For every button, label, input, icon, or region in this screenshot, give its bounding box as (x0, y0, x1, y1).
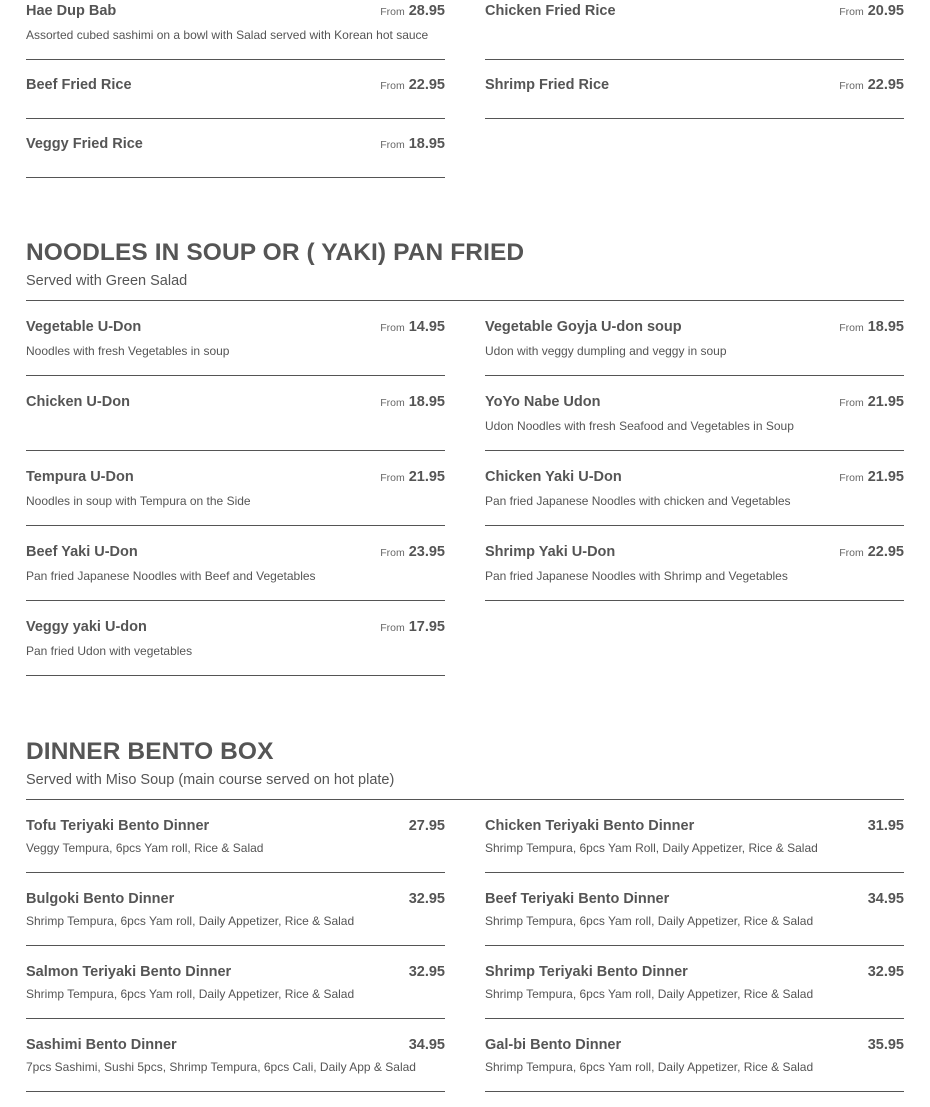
item-name: YoYo Nabe Udon (485, 394, 601, 410)
item-name: Tofu Teriyaki Bento Dinner (26, 818, 210, 834)
item-price (380, 544, 445, 560)
item-name: Bulgoki Bento Dinner (26, 891, 175, 907)
menu-item[interactable] (485, 451, 904, 526)
item-name: Sashimi Bento Dinner (26, 1037, 177, 1053)
item-name: Beef Teriyaki Bento Dinner (485, 891, 670, 907)
fried-rice-section (26, 0, 904, 178)
menu-item[interactable] (26, 800, 445, 873)
item-price: 27.95 (408, 818, 445, 834)
menu-item[interactable] (26, 873, 445, 946)
item-price: 34.95 (408, 1037, 445, 1053)
from-label: From (380, 80, 405, 92)
menu-item[interactable] (485, 800, 904, 873)
price-value: 17.95 (408, 619, 445, 635)
from-label: From (380, 139, 405, 151)
from-label: From (380, 472, 405, 484)
menu-item[interactable] (485, 1019, 904, 1092)
left-column (26, 0, 445, 178)
from-label: From (839, 80, 864, 92)
price-value: 22.95 (867, 77, 904, 93)
from-label: From (839, 322, 864, 334)
from-label: From (380, 547, 405, 559)
item-name: Gal-bi Bento Dinner (485, 1037, 622, 1053)
item-name: Chicken Fried Rice (485, 3, 616, 19)
menu-item[interactable] (485, 873, 904, 946)
item-price: 35.95 (867, 1037, 904, 1053)
menu-item[interactable] (26, 119, 445, 178)
right-column (485, 301, 904, 676)
from-label: From (839, 547, 864, 559)
item-price: 32.95 (408, 891, 445, 907)
right-column (485, 800, 904, 1092)
item-name: Vegetable U-Don (26, 319, 142, 335)
item-description: Shrimp Tempura, 6pcs Yam roll, Daily Appetizer, Rice & Salad (485, 914, 814, 928)
item-price (839, 77, 904, 93)
item-name: Chicken Yaki U-Don (485, 469, 622, 485)
section-subtitle: Served with Miso Soup (main course served on hot plate) (26, 772, 395, 788)
item-price: 32.95 (867, 964, 904, 980)
item-name: Beef Yaki U-Don (26, 544, 138, 560)
menu-item[interactable] (26, 1019, 445, 1092)
item-description: Udon with veggy dumpling and veggy in soup (485, 344, 727, 358)
menu-item[interactable] (485, 946, 904, 1019)
item-price (380, 319, 445, 335)
item-name: Shrimp Fried Rice (485, 77, 610, 93)
from-label: From (839, 6, 864, 18)
item-name: Shrimp Teriyaki Bento Dinner (485, 964, 688, 980)
menu-item[interactable] (485, 376, 904, 451)
item-price (839, 469, 904, 485)
item-name: Chicken U-Don (26, 394, 130, 410)
item-description: Assorted cubed sashimi on a bowl with Salad served with Korean hot sauce (26, 28, 429, 42)
item-price (380, 394, 445, 410)
menu-item[interactable] (485, 301, 904, 376)
item-price (380, 469, 445, 485)
section-title: DINNER BENTO BOX (26, 738, 274, 765)
price-value: 18.95 (867, 319, 904, 335)
menu-item[interactable] (26, 376, 445, 451)
price-value: 22.95 (408, 77, 445, 93)
price-value: 18.95 (408, 136, 445, 152)
item-price (839, 394, 904, 410)
item-description: Noodles in soup with Tempura on the Side (26, 494, 251, 508)
item-description: Pan fried Udon with vegetables (26, 644, 193, 658)
item-price: 34.95 (867, 891, 904, 907)
from-label: From (839, 472, 864, 484)
item-name: Shrimp Yaki U-Don (485, 544, 616, 560)
item-description: Shrimp Tempura, 6pcs Yam roll, Daily Appetizer, Rice & Salad (26, 914, 355, 928)
item-name: Chicken Teriyaki Bento Dinner (485, 818, 695, 834)
price-value: 22.95 (867, 544, 904, 560)
left-column (26, 301, 445, 676)
item-description: Shrimp Tempura, 6pcs Yam roll, Daily Appetizer, Rice & Salad (485, 1060, 814, 1074)
menu-item[interactable] (485, 526, 904, 601)
left-column (26, 800, 445, 1092)
item-description: Shrimp Tempura, 6pcs Yam roll, Daily Appetizer, Rice & Salad (485, 987, 814, 1001)
price-value: 20.95 (867, 3, 904, 19)
item-name: Veggy yaki U-don (26, 619, 147, 635)
item-price: 31.95 (867, 818, 904, 834)
item-price (839, 544, 904, 560)
from-label: From (380, 6, 405, 18)
menu-item[interactable] (26, 451, 445, 526)
menu-item[interactable] (26, 601, 445, 676)
item-price (839, 319, 904, 335)
item-description: 7pcs Sashimi, Sushi 5pcs, Shrimp Tempura, 6pcs Cali, Daily App & Salad (26, 1060, 416, 1074)
item-description: Pan fried Japanese Noodles with Beef and Vegetables (26, 569, 316, 583)
item-description: Veggy Tempura, 6pcs Yam roll, Rice & Salad (26, 841, 264, 855)
menu-item[interactable] (26, 60, 445, 119)
price-value: 21.95 (867, 394, 904, 410)
item-name: Veggy Fried Rice (26, 136, 143, 152)
price-value: 21.95 (408, 469, 445, 485)
section-subtitle: Served with Green Salad (26, 273, 188, 289)
item-name: Salmon Teriyaki Bento Dinner (26, 964, 232, 980)
item-description: Shrimp Tempura, 6pcs Yam Roll, Daily Appetizer, Rice & Salad (485, 841, 818, 855)
right-column (485, 0, 904, 178)
menu-item[interactable] (26, 946, 445, 1019)
menu-item[interactable] (26, 526, 445, 601)
menu-item[interactable] (26, 301, 445, 376)
from-label: From (839, 397, 864, 409)
from-label: From (380, 322, 405, 334)
menu-item[interactable] (485, 60, 904, 119)
item-name: Hae Dup Bab (26, 3, 117, 19)
price-value: 14.95 (408, 319, 445, 335)
item-name: Beef Fried Rice (26, 77, 132, 93)
from-label: From (380, 622, 405, 634)
item-price (380, 77, 445, 93)
price-value: 23.95 (408, 544, 445, 560)
menu-item[interactable] (485, 0, 904, 60)
item-description: Noodles with fresh Vegetables in soup (26, 344, 230, 358)
menu-item[interactable] (26, 0, 445, 60)
price-value: 28.95 (408, 3, 445, 19)
item-description: Udon Noodles with fresh Seafood and Vegetables in Soup (485, 419, 794, 433)
item-description: Pan fried Japanese Noodles with chicken and Vegetables (485, 494, 791, 508)
price-value: 18.95 (408, 394, 445, 410)
price-value: 21.95 (867, 469, 904, 485)
item-price (380, 136, 445, 152)
item-price: 32.95 (408, 964, 445, 980)
from-label: From (380, 397, 405, 409)
item-description: Pan fried Japanese Noodles with Shrimp and Vegetables (485, 569, 788, 583)
item-name: Vegetable Goyja U-don soup (485, 319, 682, 335)
item-name: Tempura U-Don (26, 469, 134, 485)
item-price (839, 3, 904, 19)
item-price (380, 619, 445, 635)
item-description: Shrimp Tempura, 6pcs Yam roll, Daily Appetizer, Rice & Salad (26, 987, 355, 1001)
section-title: NOODLES IN SOUP OR ( YAKI) PAN FRIED (26, 239, 525, 266)
item-price (380, 3, 445, 19)
